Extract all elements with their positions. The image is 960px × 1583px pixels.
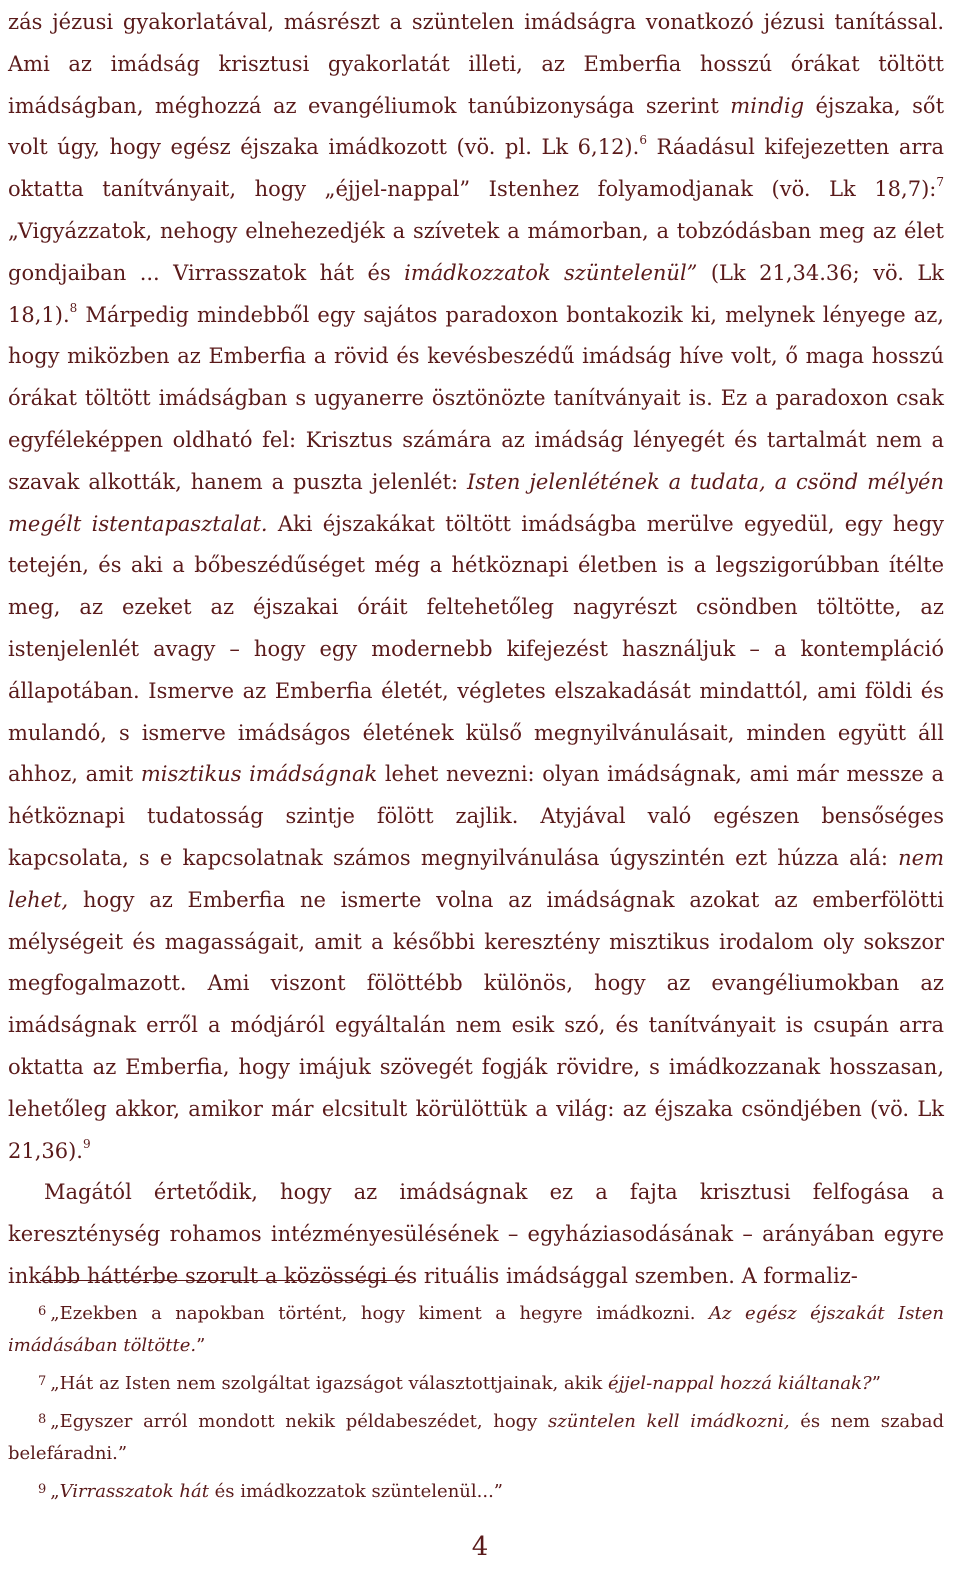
footnote-ref-9[interactable]: 9 xyxy=(83,1136,91,1151)
emphasis: imádkozzatok szüntelenül” xyxy=(404,260,698,285)
footnote-ref-7[interactable]: 7 xyxy=(936,175,944,190)
footnotes xyxy=(8,1296,944,1512)
footnote-text: „Ezekben a napokban történt, hogy kiment a hegyre imádkozni. xyxy=(50,1303,710,1324)
text-run: Aki éjszakákat töltött imádságba merülve egyedül, egy hegy tetején, és aki a bőbeszédűséget még a hétköznapi életben is a legszigorúbban ítélte meg, az ezeket az éjszakai óráit feltehetőleg nagyrészt csöndben töltötte, az istenjelenlét avagy – hogy egy modernebb kifejezést használjuk – a kontempláció állapotában. Ismerve az Emberfia életét, végletes elszakadását mindattól, ami földi és mulandó, s ismerve imádságos életének külső megnyilvánulásait, minden együtt áll ahhoz, amit xyxy=(8,511,945,787)
footnote-tail: és nem szabad belefáradni.” xyxy=(8,1411,944,1464)
footnote-text: „Egyszer arról mondott nekik példabeszédet, hogy xyxy=(50,1411,549,1432)
paragraph-2: Magától értetődik, hogy az imádságnak ez a fajta krisztusi felfogása a kereszténység rohamos intézményesülésének – egyháziasodásának – arányában egyre inkább háttérbe szorult a közösségi és rituális imádsággal szemben. A formaliz- xyxy=(8,1180,944,1288)
footnote-6 xyxy=(8,1296,944,1362)
footnote-tail: ” xyxy=(871,1373,881,1394)
footnote-emphasis: szüntelen kell imádkozni, xyxy=(548,1411,790,1432)
text-run: Márpedig mindebből egy sajátos paradoxon bontakozik ki, melynek lényege az, hogy miközben az Emberfia a rövid és kevésbeszédű imádság híve volt, ő maga hosszú órákat töltött imádságban s ugyanerre ösztönözte tanítványait is. Ez a paradoxon csak egyféleképpen oldható fel: Krisztus számára az imádság lényegét és tartalmát nem a szavak alkották, hanem a puszta jelenlét: xyxy=(8,302,944,494)
text-run: zás jézusi gyakorlatával, másrészt a szüntelen imádságra vonatkozó jézusi tanítással. Ami az imádság krisztusi gyakorlatát illeti, az Emberfia hosszú órákat töltött imádságban, méghozzá az evangéliumok tanúbizonysága szerint xyxy=(8,10,944,118)
footnote-tail: és imádkozzatok szüntelenül...” xyxy=(208,1481,504,1502)
text-run: lehet nevezni: olyan imádságnak, ami már messze a hétköznapi tudatosság szintje fölött zajlik. Atyjával való egészen bensőséges kapcsolata, s e kapcsolatnak számos megnyilvánulása úgyszintén ezt húzza alá: xyxy=(8,762,944,870)
footnote-9 xyxy=(8,1474,944,1508)
emphasis: nem lehet, xyxy=(8,845,944,912)
footnote-text: „Hát az Isten nem szolgáltat igazságot választottjainak, akik xyxy=(50,1373,608,1394)
footnote-number: 8 xyxy=(38,1412,47,1427)
footnote-8 xyxy=(8,1404,944,1470)
page-number: 4 xyxy=(471,1532,489,1562)
paragraph-1 xyxy=(8,2,944,1172)
footnote-number: 6 xyxy=(38,1304,47,1319)
text-run: hogy az Emberfia ne ismerte volna az imádságnak azokat az emberfölötti mélységeit és magasságait, amit a későbbi keresztény misztikus irodalom oly sokszor megfogalmazott. Ami viszont fölöttébb különös, hogy az evangéliumokban az imádságnak erről a módjáról egyáltalán nem esik szó, és tanítványait is csupán arra oktatta az Emberfia, hogy imájuk szövegét fogják rövidre, s imádkozzanak hosszasan, lehetőleg akkor, amikor már elcsitult körülöttük a világ: az éjszaka csöndjében (vö. Lk 21,36). xyxy=(8,887,944,1163)
footnote-text: „ xyxy=(50,1481,60,1502)
footnote-number: 9 xyxy=(38,1482,47,1497)
footnote-7 xyxy=(8,1366,944,1400)
text-run: (Lk 21,34.36; vö. Lk 18,1). xyxy=(8,260,945,327)
text-run: éjszaka, sőt volt úgy, hogy egész éjszaka imádkozott (vö. pl. Lk 6,12). xyxy=(8,93,945,160)
body-text xyxy=(8,2,944,1298)
text-run: Ráadásul kifejezetten arra oktatta tanítványait, hogy „éjjel-nappal” Istenhez folyamodjanak (vö. Lk 18,7): xyxy=(8,135,944,202)
emphasis: misztikus imádságnak xyxy=(140,762,378,787)
emphasis: mindig xyxy=(730,93,805,118)
footnote-ref-8[interactable]: 8 xyxy=(69,300,78,315)
footnote-number: 7 xyxy=(38,1374,47,1389)
footnote-tail: ” xyxy=(196,1335,206,1356)
footnote-ref-6[interactable]: 6 xyxy=(639,133,647,148)
footnote-emphasis: éjjel-nappal hozzá kiáltanak? xyxy=(607,1373,872,1394)
text-run: „Vigyázzatok, nehogy elnehezedjék a szívetek a mámorban, a tobzódásban meg az élet gondjaiban ... Virrasszatok hát és xyxy=(8,218,944,285)
emphasis: Isten jelenlétének a tudata, a csönd mélyén megélt istentapasztalat. xyxy=(8,469,945,536)
footnote-divider xyxy=(40,1280,410,1281)
footnote-emphasis: Az egész éjszakát Isten imádásában töltötte. xyxy=(8,1303,944,1356)
footnote-emphasis: Virrasszatok hát xyxy=(59,1481,209,1502)
